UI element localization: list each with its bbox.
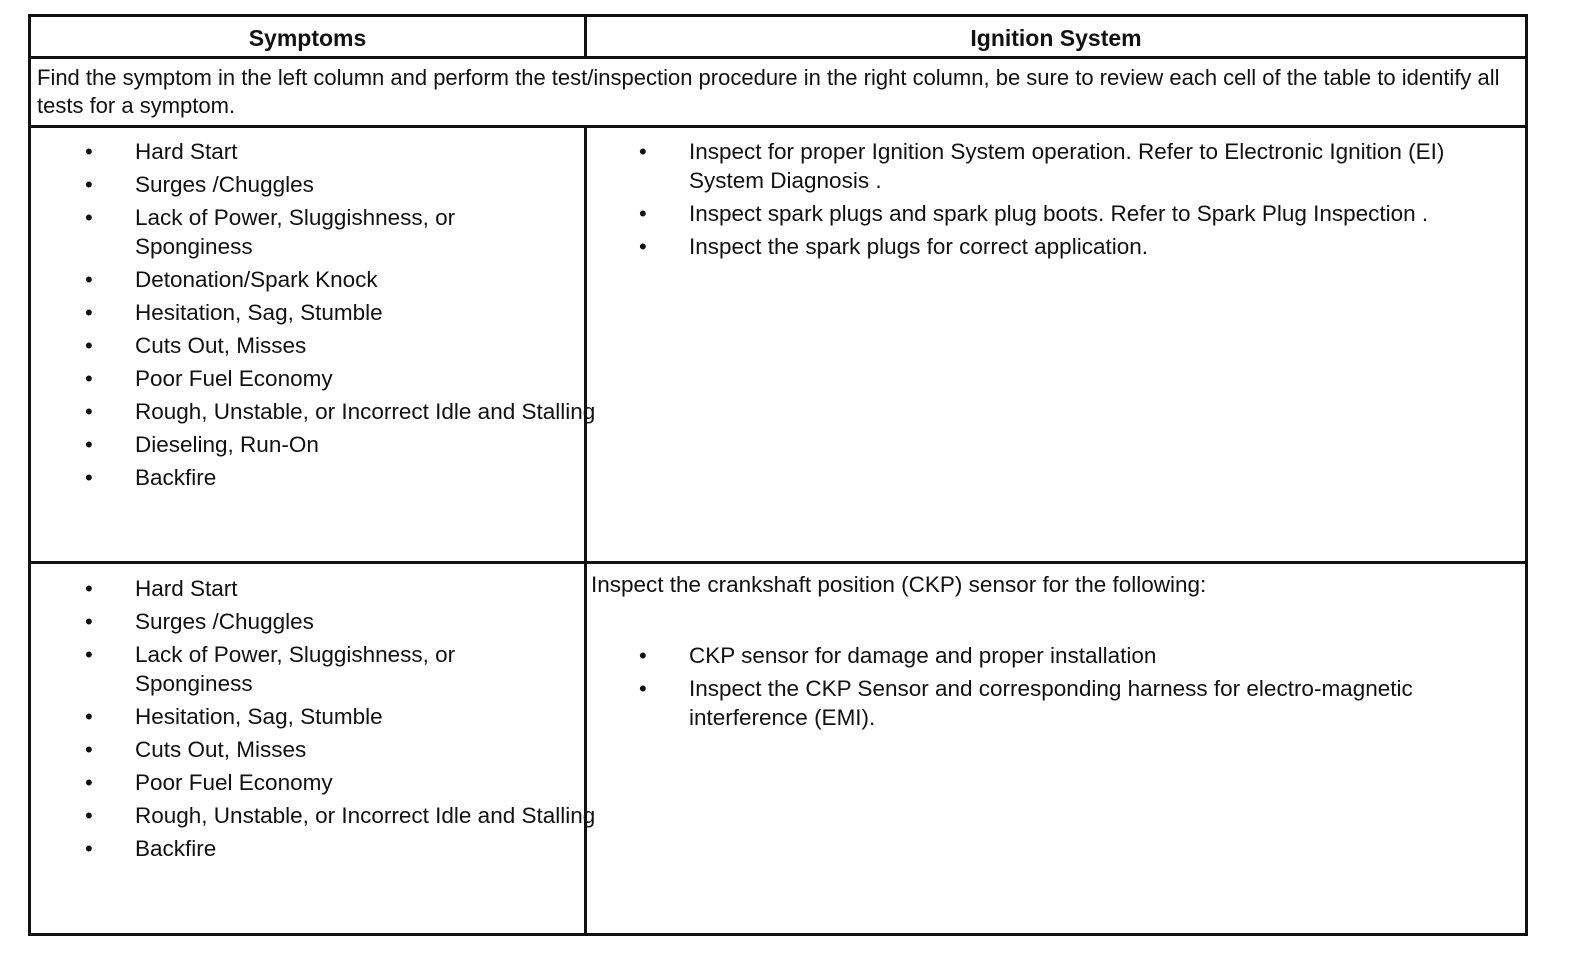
procedure-text: Inspect the spark plugs for correct application. (689, 233, 1148, 259)
bullet-icon: • (639, 233, 647, 259)
procedure-text: CKP sensor for damage and proper installation (689, 643, 1157, 668)
symptom-text: Rough, Unstable, or Incorrect Idle and Stalling (135, 398, 596, 424)
procedure-intro-text: Inspect the crankshaft position (CKP) sensor for the following: (591, 572, 1207, 597)
list-item (31, 171, 584, 200)
bullet-icon: • (85, 205, 93, 230)
bullet-icon: • (639, 200, 647, 226)
procedure-text: Inspect the CKP Sensor and corresponding harness for electro-magnetic interference (EMI). (689, 676, 1413, 730)
symptom-text: Poor Fuel Economy (135, 769, 333, 795)
symptom-text: Hesitation, Sag, Stumble (135, 703, 383, 729)
bullet-icon: • (85, 172, 93, 197)
row2-symptoms-cell (31, 575, 596, 868)
row1-symptom-list (31, 138, 596, 492)
bullet-icon: • (85, 609, 93, 634)
procedure-text: Inspect spark plugs and spark plug boots. Refer to Spark Plug Inspection . (689, 200, 1429, 226)
symptom-text: Poor Fuel Economy (135, 365, 333, 391)
bullet-icon: • (85, 266, 93, 292)
list-item (587, 138, 1509, 195)
instructions-text: Find the symptom in the left column and perform the test/inspection procedure in the right column, be sure to review each cell of the table to identify all tests for a symptom. (37, 65, 1500, 118)
list-item (31, 703, 584, 732)
list-item (31, 769, 584, 798)
row-divider (31, 561, 1525, 564)
list-item (31, 299, 584, 328)
list-item (31, 608, 584, 637)
bullet-icon: • (85, 332, 93, 358)
row1-procedure-cell (587, 138, 1525, 266)
header-symptoms: Symptoms (248, 25, 367, 51)
bullet-icon: • (85, 703, 93, 729)
bullet-icon: • (85, 642, 93, 667)
bullet-icon: • (639, 676, 647, 701)
symptom-text: Backfire (135, 464, 217, 490)
symptom-text: Surges /Chuggles (135, 609, 314, 634)
symptom-text: Lack of Power, Sluggishness, or Sponginess (135, 205, 456, 259)
list-item (31, 332, 584, 361)
bullet-icon: • (85, 736, 93, 762)
symptom-text: Hard Start (135, 139, 238, 164)
symptom-text: Detonation/Spark Knock (135, 266, 378, 292)
list-item (31, 365, 584, 394)
symptom-text: Backfire (135, 835, 217, 861)
row1-procedure-list (587, 138, 1525, 261)
list-item (31, 641, 485, 698)
bullet-icon: • (85, 802, 93, 828)
symptom-text: Hesitation, Sag, Stumble (135, 299, 383, 325)
bullet-icon: • (85, 835, 93, 861)
symptom-table (28, 14, 1528, 936)
intro-rule (31, 125, 1525, 128)
list-item (31, 138, 584, 167)
list-item (31, 464, 584, 493)
bullet-icon: • (85, 431, 93, 457)
bullet-icon: • (85, 299, 93, 325)
list-item (31, 736, 584, 765)
list-item (31, 398, 635, 427)
list-item (587, 200, 1525, 229)
symptom-text: Cuts Out, Misses (135, 736, 307, 762)
list-item (587, 233, 1525, 262)
bullet-icon: • (639, 139, 647, 164)
bullet-icon: • (85, 365, 93, 391)
bullet-icon: • (85, 139, 93, 164)
row1-symptoms-cell (31, 138, 596, 497)
bullet-icon: • (85, 464, 93, 490)
list-item (587, 675, 1519, 732)
procedure-text: Inspect for proper Ignition System operation. Refer to Electronic Ignition (EI) System Diagnosis . (689, 139, 1445, 193)
list-item (31, 431, 584, 460)
symptom-text: Dieseling, Run-On (135, 431, 319, 457)
symptom-text: Surges /Chuggles (135, 172, 314, 197)
symptom-text: Lack of Power, Sluggishness, or Sponginess (135, 642, 456, 696)
bullet-icon: • (85, 769, 93, 795)
row2-symptom-list (31, 575, 596, 863)
symptom-text: Cuts Out, Misses (135, 332, 307, 358)
list-item (587, 642, 1525, 671)
list-item (31, 204, 485, 261)
row2-procedure-cell (587, 571, 1525, 737)
list-item (31, 802, 635, 831)
bullet-icon: • (85, 576, 93, 601)
row2-procedure-list (587, 642, 1525, 732)
symptom-text: Hard Start (135, 576, 238, 601)
symptom-text: Rough, Unstable, or Incorrect Idle and Stalling (135, 802, 596, 828)
bullet-icon: • (639, 643, 647, 668)
list-item (31, 835, 584, 864)
list-item (31, 575, 584, 604)
bullet-icon: • (85, 398, 93, 424)
list-item (31, 266, 584, 295)
header-ignition-system: Ignition System (970, 25, 1142, 51)
